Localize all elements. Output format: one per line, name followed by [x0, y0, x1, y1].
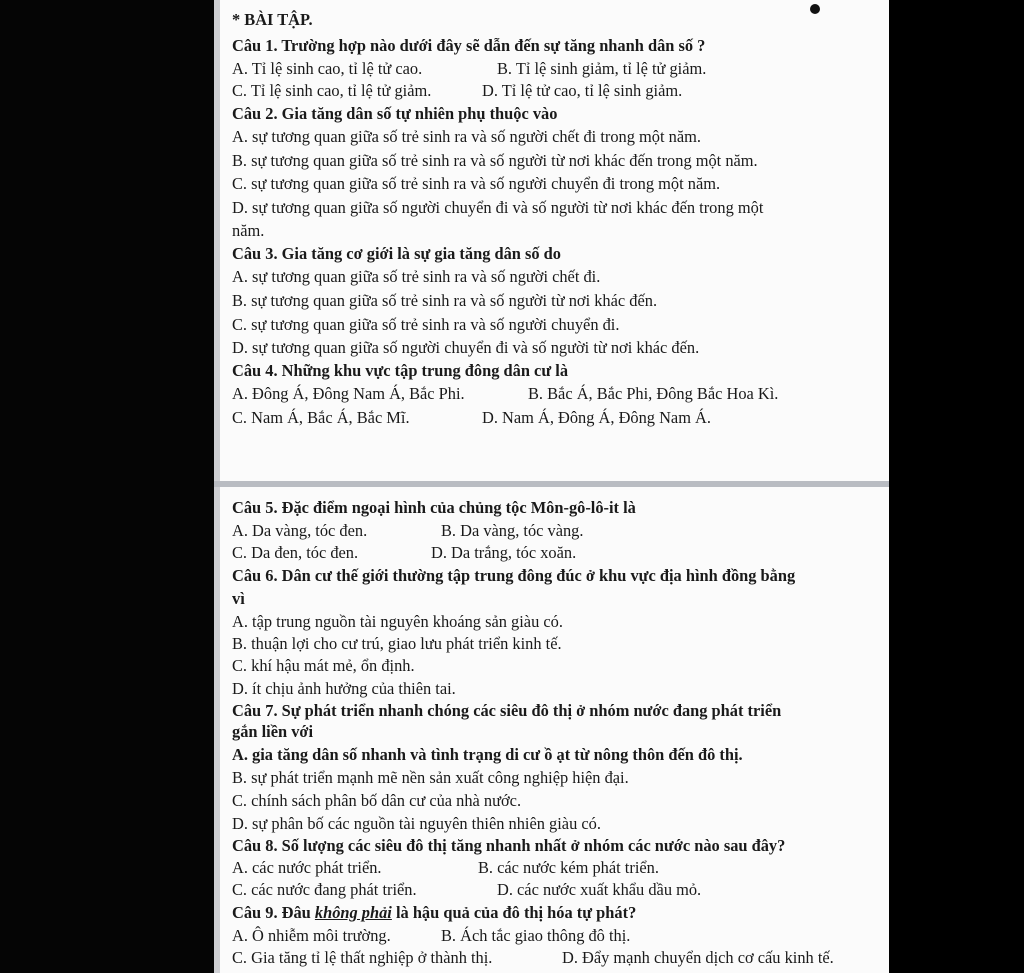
q9-option-d: D. Đẩy mạnh chuyển dịch cơ cấu kinh tế. — [562, 948, 834, 967]
q8-option-a: A. các nước phát triển. — [232, 858, 382, 877]
q3-option-a: A. sự tương quan giữa số trẻ sinh ra và số người chết đi. — [232, 267, 601, 286]
q4-title: Câu 4. Những khu vực tập trung đông dân cư là — [232, 361, 569, 380]
q9-title-pre: Câu 9. Đâu — [232, 903, 315, 922]
q1-option-b: B. Tỉ lệ sinh giảm, tỉ lệ tử giảm. — [497, 59, 707, 78]
q7-option-c: C. chính sách phân bố dân cư của nhà nước. — [232, 791, 522, 810]
q9-title-emphasis: không phải — [314, 903, 392, 922]
q8-title: Câu 8. Số lượng các siêu đô thị tăng nhanh nhất ở nhóm các nước nào sau đây? — [232, 836, 786, 855]
q3-option-d: D. sự tương quan giữa số người chuyển đi và số người từ nơi khác đến. — [232, 338, 700, 357]
q4-option-c: C. Nam Á, Bắc Á, Bắc Mĩ. — [232, 408, 410, 427]
dot-mark — [810, 4, 820, 14]
q7-title-line1: Câu 7. Sự phát triển nhanh chóng các siêu đô thị ở nhóm nước đang phát triển — [232, 701, 782, 720]
q8-option-b: B. các nước kém phát triển. — [478, 858, 659, 877]
q2-option-d-line1: D. sự tương quan giữa số người chuyển đi và số người từ nơi khác đến trong một — [232, 198, 764, 217]
q4-option-a: A. Đông Á, Đông Nam Á, Bắc Phi. — [232, 384, 465, 403]
q4-option-b: B. Bắc Á, Bắc Phi, Đông Bắc Hoa Kì. — [528, 384, 779, 403]
q5-option-d: D. Da trắng, tóc xoăn. — [431, 543, 577, 562]
q2-option-b: B. sự tương quan giữa số trẻ sinh ra và số người từ nơi khác đến trong một năm. — [232, 151, 758, 170]
q3-option-b: B. sự tương quan giữa số trẻ sinh ra và số người từ nơi khác đến. — [232, 291, 658, 310]
q7-option-b: B. sự phát triển mạnh mẽ nền sản xuất công nghiệp hiện đại. — [232, 768, 629, 787]
right-background — [889, 0, 1024, 973]
q1-title: Câu 1. Trường hợp nào dưới đây sẽ dẫn đến sự tăng nhanh dân số ? — [232, 36, 706, 55]
q9-title — [232, 903, 636, 923]
q7-option-a: A. gia tăng dân số nhanh và tình trạng di cư ồ ạt từ nông thôn đến đô thị. — [232, 745, 743, 764]
section-header: * BÀI TẬP. — [232, 10, 313, 29]
q7-option-d: D. sự phân bố các nguồn tài nguyên thiên nhiên giàu có. — [232, 814, 601, 833]
q6-option-b: B. thuận lợi cho cư trú, giao lưu phát triển kinh tế. — [232, 634, 562, 653]
q3-option-c: C. sự tương quan giữa số trẻ sinh ra và số người chuyển đi. — [232, 315, 620, 334]
q1-option-d: D. Tỉ lệ tử cao, tỉ lệ sinh giảm. — [482, 81, 683, 100]
q3-title: Câu 3. Gia tăng cơ giới là sự gia tăng dân số do — [232, 244, 561, 263]
q4-option-d: D. Nam Á, Đông Á, Đông Nam Á. — [482, 408, 711, 427]
q1-option-c: C. Tỉ lệ sinh cao, tỉ lệ tử giảm. — [232, 81, 432, 100]
q9-option-c: C. Gia tăng tỉ lệ thất nghiệp ở thành thị. — [232, 948, 493, 967]
q9-option-b: B. Ách tắc giao thông đô thị. — [441, 926, 631, 945]
q6-option-c: C. khí hậu mát mẻ, ổn định. — [232, 656, 415, 675]
q6-title-line1: Câu 6. Dân cư thế giới thường tập trung đông đúc ở khu vực địa hình đồng bằng — [232, 566, 796, 585]
q5-option-c: C. Da đen, tóc đen. — [232, 543, 359, 562]
q6-option-d: D. ít chịu ảnh hưởng của thiên tai. — [232, 679, 456, 698]
q6-title-line2: vì — [232, 589, 245, 608]
left-background — [0, 0, 214, 973]
q2-option-a: A. sự tương quan giữa số trẻ sinh ra và số người chết đi trong một năm. — [232, 127, 701, 146]
q9-title-post: là hậu quả của đô thị hóa tự phát? — [391, 903, 637, 922]
q2-option-d-line2: năm. — [232, 221, 265, 240]
q2-option-c: C. sự tương quan giữa số trẻ sinh ra và số người chuyển đi trong một năm. — [232, 174, 721, 193]
q5-option-b: B. Da vàng, tóc vàng. — [441, 521, 584, 540]
q8-option-c: C. các nước đang phát triển. — [232, 880, 417, 899]
q7-title-line2: gắn liền với — [232, 722, 314, 741]
q5-title: Câu 5. Đặc điểm ngoại hình của chủng tộc Môn-gô-lô-it là — [232, 498, 636, 517]
q9-option-a: A. Ô nhiễm môi trường. — [232, 926, 391, 945]
q6-option-a: A. tập trung nguồn tài nguyên khoáng sản giàu có. — [232, 612, 563, 631]
q8-option-d: D. các nước xuất khẩu dầu mỏ. — [497, 880, 702, 899]
q2-title: Câu 2. Gia tăng dân số tự nhiên phụ thuộc vào — [232, 104, 558, 123]
q1-option-a: A. Tỉ lệ sinh cao, tỉ lệ tử cao. — [232, 59, 423, 78]
q5-option-a: A. Da vàng, tóc đen. — [232, 521, 368, 540]
